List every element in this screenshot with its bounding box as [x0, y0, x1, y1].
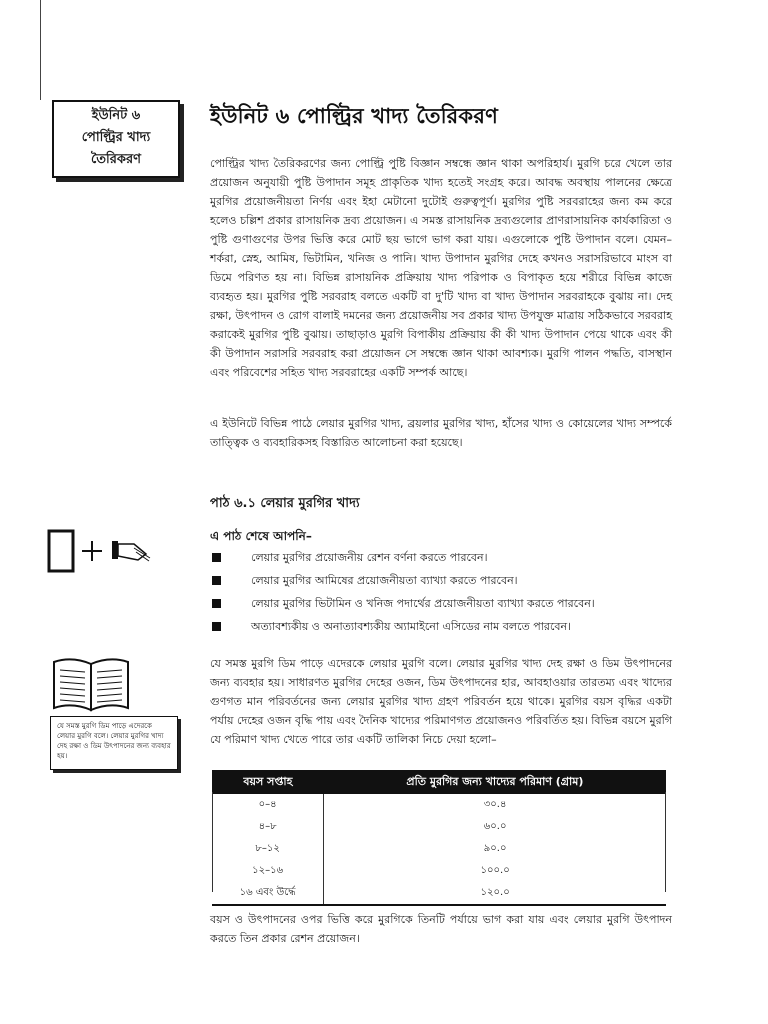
table-border-left — [212, 792, 213, 892]
lesson-heading: পাঠ ৬.১ লেয়ার মুরগির খাদ্য — [210, 496, 360, 511]
unit-box-line1: ইউনিট ৬ — [91, 108, 141, 123]
unit-box-line2: পোল্ট্রির খাদ্য — [81, 130, 151, 145]
table-cell-feed: ৬০.০ — [483, 820, 507, 832]
table-row — [212, 860, 666, 882]
objective-item — [210, 569, 670, 592]
table-cell-age: ০–৪ — [212, 794, 324, 816]
square-bullet-icon — [212, 553, 221, 562]
table-row — [212, 794, 666, 816]
table-header-feed: প্রতি মুরগির জন্য খাদ্যের পরিমাণ (গ্রাম) — [324, 770, 666, 794]
square-bullet-icon — [212, 599, 221, 608]
intro-paragraph: পোল্ট্রির খাদ্য তৈরিকরণের জন্য পোল্ট্রি পুষ্টি বিজ্ঞান সম্বন্ধে জ্ঞান থাকা অপরিহার্য। মুরগি চরে খেলে তার প্রয়োজন অনুযায়ী পুষ্টি উপাদান সমূহ প্রাকৃতিক খাদ্য হতেই সংগ্রহ করে। আবদ্ধ অবস্থায় পালনের ক্ষেত্রে মুরগির প্রয়োজনীয়তা নির্ণয় এবং ইহা মেটানো দুটোই গুরুত্বপূর্ণ। মুরগির পুষ্টি সরবরাহের জন্য কম করে হলেও চল্লিশ প্রকার রাসায়নিক দ্রব্য প্রয়োজন। এ সমস্ত রাসায়নিক দ্রব্যগুলোর প্রাণরাসায়নিক কার্যকারিতা ও পুষ্টি গুণাগুণের উপর ভিত্তি করে মোট ছয় ভাগে ভাগ করা যায়। এগুলোকে পুষ্টি উপাদান বলে। যেমন– শর্করা, স্নেহ, আমিষ, ভিটামিন, খনিজ ও পানি। খাদ্য উপাদান মুরগির দেহে কখনও সরাসরিভাবে মাংস বা ডিমে পরিণত হয় না। বিভিন্ন রাসায়নিক প্রক্রিয়ায় খাদ্য পরিপাক ও বিপাকৃত হয়ে শরীরে বিভিন্ন কাজে ব্যবহৃত হয়। মুরগির পুষ্টি সরবরাহ বলতে একটি বা দু'টি খাদ্য বা খাদ্য উপাদান সরবরাহকে বুঝায় না। দেহ রক্ষা, উৎপাদন ও রোগ বালাই দমনের জন্য প্রয়োজনীয় সব প্রকার খাদ্য উপযুক্ত মাত্রায় সঠিকভাবে সরবরাহ করাকেই মুরগির পুষ্টি বুঝায়। তাছাড়াও মুরগি বিপাকীয় প্রক্রিয়ায় কী কী খাদ্য উপাদান পেয়ে থাকে এবং কী কী উপাদান সরাসরি সরবরাহ করা প্রয়োজন সে সম্বন্ধে জ্ঞান থাকা আবশ্যক। মুরগি পালন পদ্ধতি, বাসস্থান এবং পরিবেশের সহিত খাদ্য সরবরাহের একটি সম্পর্ক আছে। — [210, 157, 672, 379]
unit-box-line3: তৈরিকরণ — [91, 152, 141, 167]
closing-paragraph: বয়স ও উৎপাদনের ওপর ভিত্তি করে মুরগিকে তিনটি পর্যায়ে ভাগ করা যায় এবং লেয়ার মুরগি উৎপাদন করতে তিন প্রকার রেশন প্রয়োজন। — [210, 913, 672, 945]
objectives-intro: এ পাঠ শেষে আপনি– — [210, 529, 312, 543]
pen-and-paper-icon — [46, 528, 156, 582]
table-cell-feed: ৯০.০ — [483, 842, 507, 854]
unit-label-box — [52, 100, 180, 178]
table-header-row — [212, 770, 666, 794]
table-row — [212, 882, 666, 905]
square-bullet-icon — [212, 576, 221, 585]
learning-objectives-list — [210, 546, 670, 638]
margin-note: যে সমস্ত মুরগি ডিম পাড়ে এদেরকে লেয়ার মুরগি বলে। লেয়ার মুরগির খাদ্য দেহ রক্ষা ও ডিম উৎপাদনের জন্য ব্যবহার হয়। — [50, 716, 178, 770]
objective-text: লেয়ার মুরগির ভিটামিন ও খনিজ পদার্থের প্রয়োজনীয়তা ব্যাখ্যা করতে পারবেন। — [251, 597, 595, 610]
objective-text: লেয়ার মুরগির আমিষের প্রয়োজনীয়তা ব্যাখ্যা করতে পারবেন। — [251, 574, 518, 587]
table-header-age: বয়স সপ্তাহ — [212, 770, 324, 794]
objective-item — [210, 615, 670, 638]
objective-text: অত্যাবশ্যকীয় ও অনাত্যাবশ্যকীয় অ্যামাইনো এসিডের নাম বলতে পারবেন। — [251, 620, 571, 633]
table-cell-feed: ১২০.০ — [324, 882, 666, 905]
objective-item — [210, 546, 670, 569]
objective-text: লেয়ার মুরগির প্রয়োজনীয় রেশন বর্ণনা করতে পারবেন। — [251, 551, 488, 564]
open-book-icon — [50, 656, 132, 716]
square-bullet-icon — [212, 622, 221, 631]
table-cell-age: ১২–১৬ — [212, 860, 324, 882]
layer-paragraph: যে সমস্ত মুরগি ডিম পাড়ে এদেরকে লেয়ার মুরগি বলে। লেয়ার মুরগির খাদ্য দেহ রক্ষা ও ডিম উৎপাদনের জন্য ব্যবহার হয়। সাধারণত মুরগির দেহের ওজন, ডিম উৎপাদনের হার, আবহাওয়ার তারতম্য এবং খাদ্যের গুণগত মান পরিবর্তনের জন্য লেয়ার মুরগির খাদ্য গ্রহণ পরিবর্তন হয়ে থাকে। মুরগির বয়স বৃদ্ধির একটা পর্যায় দেহের ওজন বৃদ্ধি পায় এবং দৈনিক খাদ্যের পরিমাণগত প্রয়োজনও পরিবর্তিত হয়। বিভিন্ন বয়সে মুরগি যে পরিমাণ খাদ্য খেতে পারে তার একটি তালিকা নিচে দেয়া হলো– — [210, 657, 672, 746]
table-cell-feed: ৩০.৪ — [483, 798, 507, 810]
table-border-right — [665, 792, 666, 892]
unit-title: ইউনিট ৬ পোল্ট্রির খাদ্য তৈরিকরণ — [210, 104, 498, 128]
table-cell-age: ৪–৮ — [212, 816, 324, 838]
table-cell-age: ১৬ এবং উর্দ্ধে — [212, 882, 324, 905]
table-row — [212, 816, 666, 838]
table-cell-feed: ১০০.০ — [480, 864, 510, 876]
objective-item — [210, 592, 670, 615]
margin-rule — [40, 0, 41, 100]
table-cell-age: ৮–১২ — [212, 838, 324, 860]
feed-table — [212, 770, 666, 906]
unit-overview-paragraph: এ ইউনিটে বিভিন্ন পাঠে লেয়ার মুরগির খাদ্য, ব্রয়লার মুরগির খাদ্য, হাঁসের খাদ্য ও কোয়েলের খাদ্য সম্পর্কে তাত্ত্বিক ও ব্যবহারিকসহ বিস্তারিত আলোচনা করা হয়েছে। — [210, 417, 672, 449]
table-row — [212, 838, 666, 860]
